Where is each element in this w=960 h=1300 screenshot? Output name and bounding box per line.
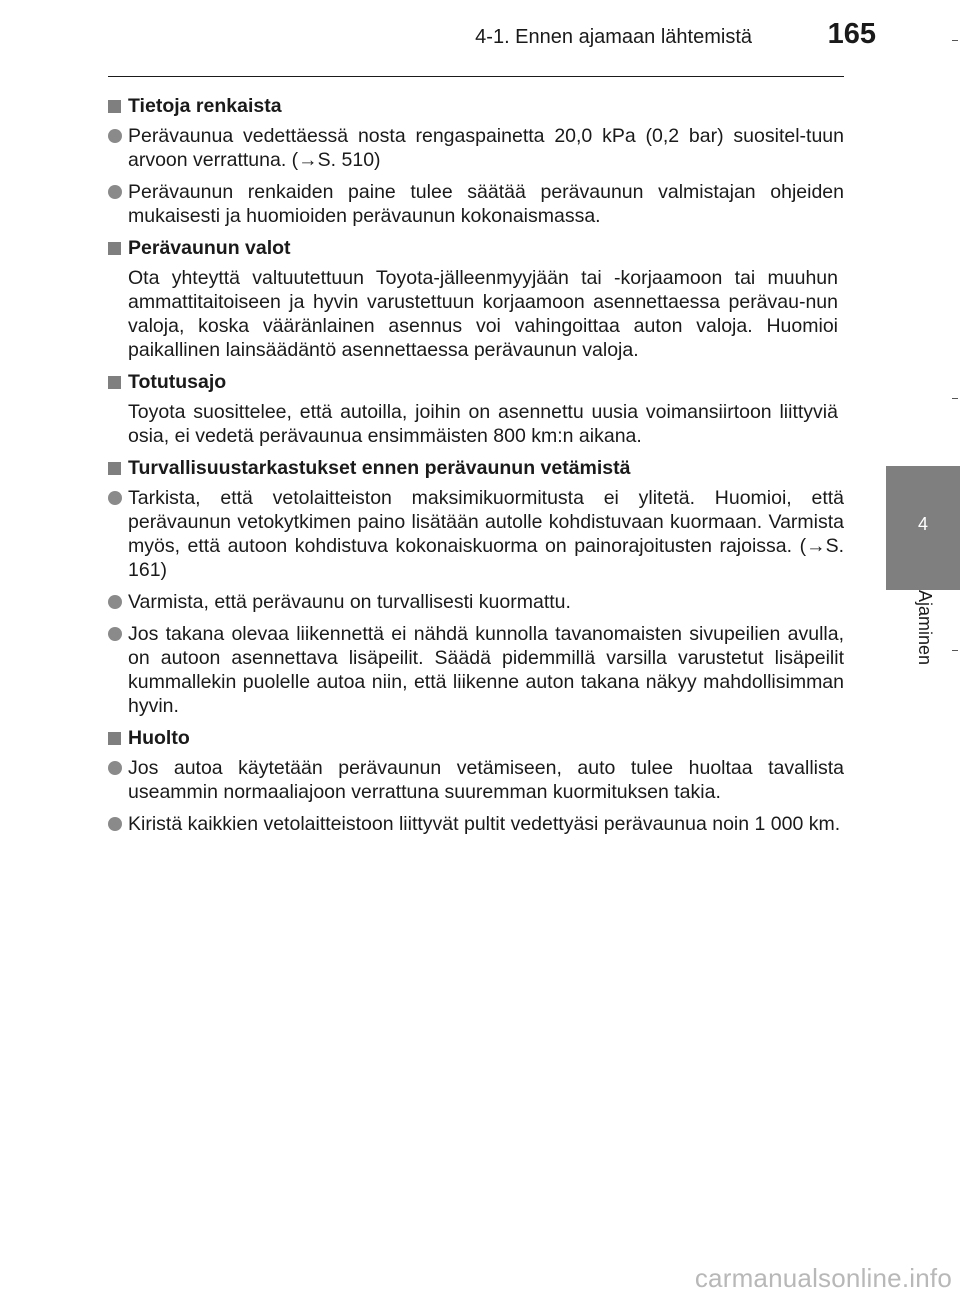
page-header bbox=[0, 0, 960, 70]
page-number: 165 bbox=[827, 18, 876, 50]
square-bullet-icon bbox=[108, 732, 121, 745]
crop-mark bbox=[952, 650, 958, 651]
square-bullet-icon bbox=[108, 376, 121, 389]
list-item bbox=[108, 622, 844, 718]
list-item-text: Kiristä kaikkien vetolaitteistoon liittyvät pultit vedettyäsi perävaunua noin 1 000 km. bbox=[128, 813, 841, 835]
round-bullet-icon bbox=[108, 761, 122, 775]
section-heading bbox=[108, 726, 844, 750]
square-bullet-icon bbox=[108, 462, 121, 475]
chapter-tab[interactable] bbox=[886, 466, 960, 590]
heading-text: Perävaunun valot bbox=[128, 237, 291, 259]
section-title: 4-1. Ennen ajamaan lähtemistä bbox=[475, 26, 752, 48]
heading-text: Tietoja renkaista bbox=[128, 95, 282, 117]
heading-text: Huolto bbox=[128, 727, 190, 749]
square-bullet-icon bbox=[108, 242, 121, 255]
section-heading bbox=[108, 236, 844, 260]
list-item bbox=[108, 486, 844, 582]
round-bullet-icon bbox=[108, 595, 122, 609]
list-item bbox=[108, 590, 844, 614]
list-item-text: Perävaunun renkaiden paine tulee säätää perävaunun valmistajan ohjeiden mukaisesti ja huomioiden perävaunun kokonaismassa. bbox=[128, 181, 844, 227]
round-bullet-icon bbox=[108, 185, 122, 199]
chapter-label-container bbox=[905, 580, 941, 670]
list-item-text: Tarkista, että vetolaitteiston maksimikuormitusta ei ylitetä. Huomioi, että perävaunun vetokytkimen paino lisätään autolle kohdistuvaan kuormaan. Varmista myös, että autoon kohdistuva kokonaiskuorma on painorajoitusten rajoissa. (→S. 161) bbox=[128, 487, 844, 581]
list-item-text: Jos autoa käytetään perävaunun vetämiseen, auto tulee huoltaa tavallista useammin normaaliajoon verrattuna suuremman kuormituksen takia. bbox=[128, 757, 844, 803]
list-item bbox=[108, 124, 844, 172]
list-item-text: Varmista, että perävaunu on turvallisesti kuormattu. bbox=[128, 591, 571, 613]
list-item bbox=[108, 180, 844, 228]
chapter-number: 4 bbox=[917, 514, 928, 534]
list-item-text: Jos takana olevaa liikennettä ei nähdä kunnolla tavanomaisten sivupeilien avulla, on autoon asennettava lisäpeilit. Säädä pidemmillä varsilla varustetut lisäpeilit kummallekin puolelle autoa niin, että liikenne auton takana näkyy mahdollisimman hyvin. bbox=[128, 623, 844, 717]
header-divider bbox=[108, 76, 844, 77]
section-heading bbox=[108, 94, 844, 118]
paragraph: Ota yhteyttä valtuutettuun Toyota-jälleenmyyjään tai -korjaamoon tai muuhun ammattitaitoiseen ja hyvin varustettuun korjaamoon asennettaessa perävau-nun valoja, koska vääränlainen asennus voi vahingoittaa auton valoja. Huomioi paikallinen lainsäädäntö asennettaessa perävaunun valoja. bbox=[128, 267, 838, 361]
paragraph: Toyota suosittelee, että autoilla, joihin on asennettu uusia voimansiirtoon liittyviä osia, ei vedetä perävaunua ensimmäisten 800 km:n aikana. bbox=[128, 401, 838, 447]
page-content bbox=[108, 88, 844, 844]
watermark: carmanualsonline.info bbox=[694, 1263, 952, 1293]
list-item-text: Perävaunua vedettäessä nosta rengaspainetta 20,0 kPa (0,2 bar) suositel-tuun arvoon verrattuna. (→S. 510) bbox=[128, 125, 844, 171]
list-item bbox=[108, 756, 844, 804]
round-bullet-icon bbox=[108, 817, 122, 831]
heading-text: Turvallisuustarkastukset ennen perävaunun vetämistä bbox=[128, 457, 631, 479]
crop-mark bbox=[952, 398, 958, 399]
round-bullet-icon bbox=[108, 129, 122, 143]
round-bullet-icon bbox=[108, 491, 122, 505]
chapter-label: Ajaminen bbox=[915, 590, 935, 666]
list-item bbox=[108, 812, 844, 836]
section-heading bbox=[108, 370, 844, 394]
heading-text: Totutusajo bbox=[128, 371, 227, 393]
square-bullet-icon bbox=[108, 100, 121, 113]
section-heading bbox=[108, 456, 844, 480]
crop-mark bbox=[952, 40, 958, 41]
round-bullet-icon bbox=[108, 627, 122, 641]
